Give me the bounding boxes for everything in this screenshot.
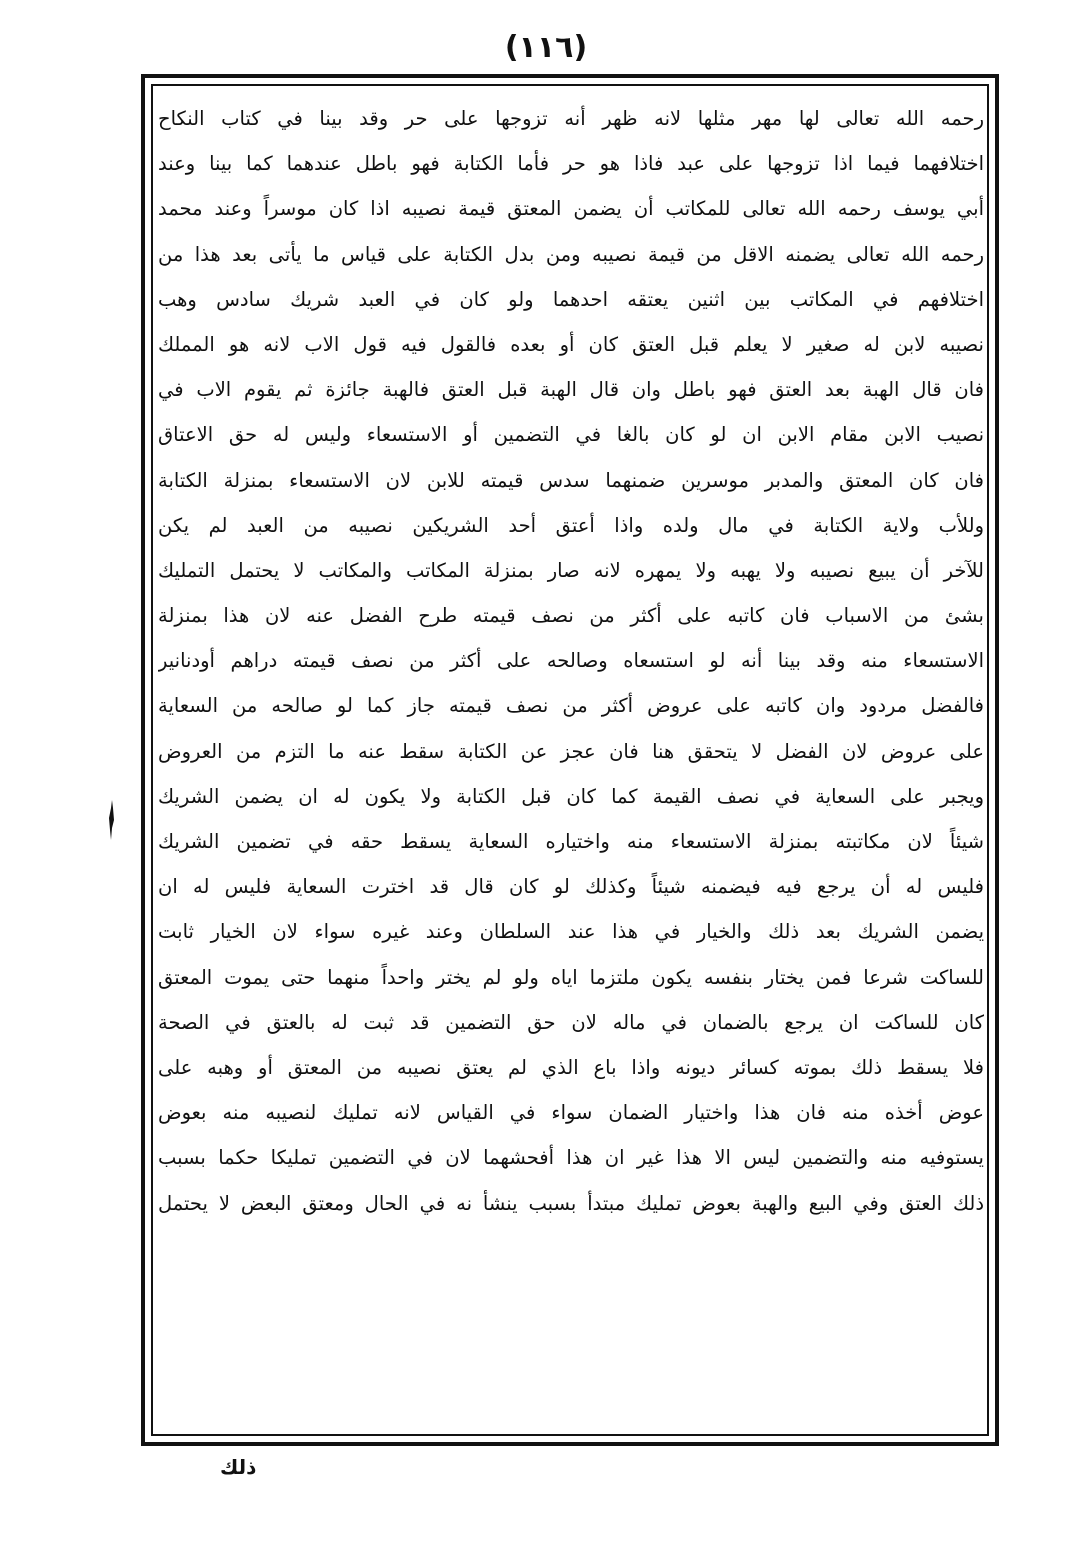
text-line: اختلافهما فيما اذا تزوجها على عبد فاذا هو حر فأما الكتابة فهو باطل عندهما كما بينا وعند	[158, 152, 984, 176]
text-line: فلا يسقط ذلك بموته كسائر ديونه واذا باع الذي لم يعتق نصيبه من المعتق أو وهبه على	[158, 1055, 984, 1079]
text-line: فالفضل مردود وان كاتبه على عروض أكثر من نصف قيمته جاز كما لو صالحه من السعاية	[158, 694, 984, 718]
text-line: يضمن الشريك بعد ذلك والخيار في هذا عند السلطان وعند غيره سواء لان الخيار ثابت	[158, 920, 984, 944]
text-line: عوض أخذه منه فان هذا واختيار الضمان سواء في القياس لانه تمليك لنصيبه منه بعوض	[158, 1101, 984, 1125]
text-line: فليس له أن يرجع فيه فيضمنه شيئاً وكذلك لو كان قال قد اخترت السعاية فليس له ان	[158, 875, 984, 899]
text-line: شيئاً لان مكاتبته بمنزلة الاستسعاء منه واختياره السعاية يسقط حقه في تضمين الشريك	[158, 830, 984, 853]
text-line: رحمه الله تعالى يضمنه الاقل من قيمة نصيبه ومن بدل الكتابة على قياس ما يأتى بعد هذا من	[158, 242, 984, 266]
text-line: رحمه الله تعالى لها مهر مثلها لانه ظهر أنه تزوجها على حر وقد بينا في كتاب النكاح	[158, 107, 984, 130]
text-line: للساكت شرعا فمن يختار بنفسه يكون ملتزما اياه ولو لم يختر واحداً منهما حتى يموت المعتق	[158, 965, 984, 989]
text-line: للآخر أن يبيع نصيبه ولا يهبه ولا يمهره لانه صار بمنزلة المكاتب والمكاتب لا يحتمل التمليك	[158, 558, 984, 582]
text-line: ذلك العتق وفي البيع والهبة بعوض تمليك مبتدأ بسبب ينشأ نه في الحال ومعتق البعض لا يحتمل	[158, 1191, 984, 1215]
text-line: وللأب ولاية الكتابة في مال ولده واذا أعتق أحد الشريكين نصيبه من العبد لم يكن	[158, 513, 984, 537]
text-line: فان كان المعتق والمدبر موسرين ضمنهما سدس قيمته للابن لان الاستسعاء بمنزلة الكتابة	[158, 468, 984, 492]
text-line: على عروض لان الفضل لا يتحقق هنا فان عجز عن الكتابة سقط عنه ما التزم من العروض	[158, 739, 984, 763]
text-line: الاستسعاء منه وقد بينا أنه لو استسعاه وصالحه على أكثر من نصف قيمته دراهم أودنانير	[158, 649, 984, 673]
text-line: فان قال الهبة بعد العتق فهو باطل وان قال الهبة قبل العتق فالهبة جائزة ثم يقوم الاب في	[158, 378, 984, 402]
margin-mark-icon	[108, 800, 116, 840]
text-line: كان للساكت ان يرجع بالضمان في ماله لان حق التضمين قد ثبت له بالعتق في الصحة	[158, 1010, 984, 1034]
text-line: ويجبر على السعاية في نصف القيمة كما كان قبل الكتابة ولا يكون له ان يضمن الشريك	[158, 784, 984, 808]
text-line: اختلافهم في المكاتب بين اثنين يعتقه احدهما ولو كان في العبد شريك سادس وهب	[158, 287, 984, 311]
text-line: نصيبه لابن له صغير لا يعلم قبل العتق كان أو بعده فالقول فيه قول الاب لانه هو المملك	[158, 332, 984, 356]
catchword: ذلك	[220, 1455, 257, 1479]
text-line: بشئ من الاسباب فان كاتبه على أكثر من نصف قيمته طرح الفضل عنه لان هذا بمنزلة	[158, 604, 984, 628]
text-body	[158, 96, 984, 1436]
page-number: (١١٦)	[504, 30, 588, 65]
text-line: أبي يوسف رحمه الله تعالى للمكاتب أن يضمن المعتق قيمة نصيبه اذا كان موسراً وعند محمد	[158, 197, 984, 221]
text-line: نصيب الابن مقام الابن ان لو كان بالغا في التضمين أو الاستسعاء وليس له حق الاعتاق	[158, 423, 984, 447]
text-line: يستوفيه منه والتضمين ليس الا هذا غير ان هذا أفحشهما لان في التضمين تمليكا حكما بسبب	[158, 1146, 984, 1170]
